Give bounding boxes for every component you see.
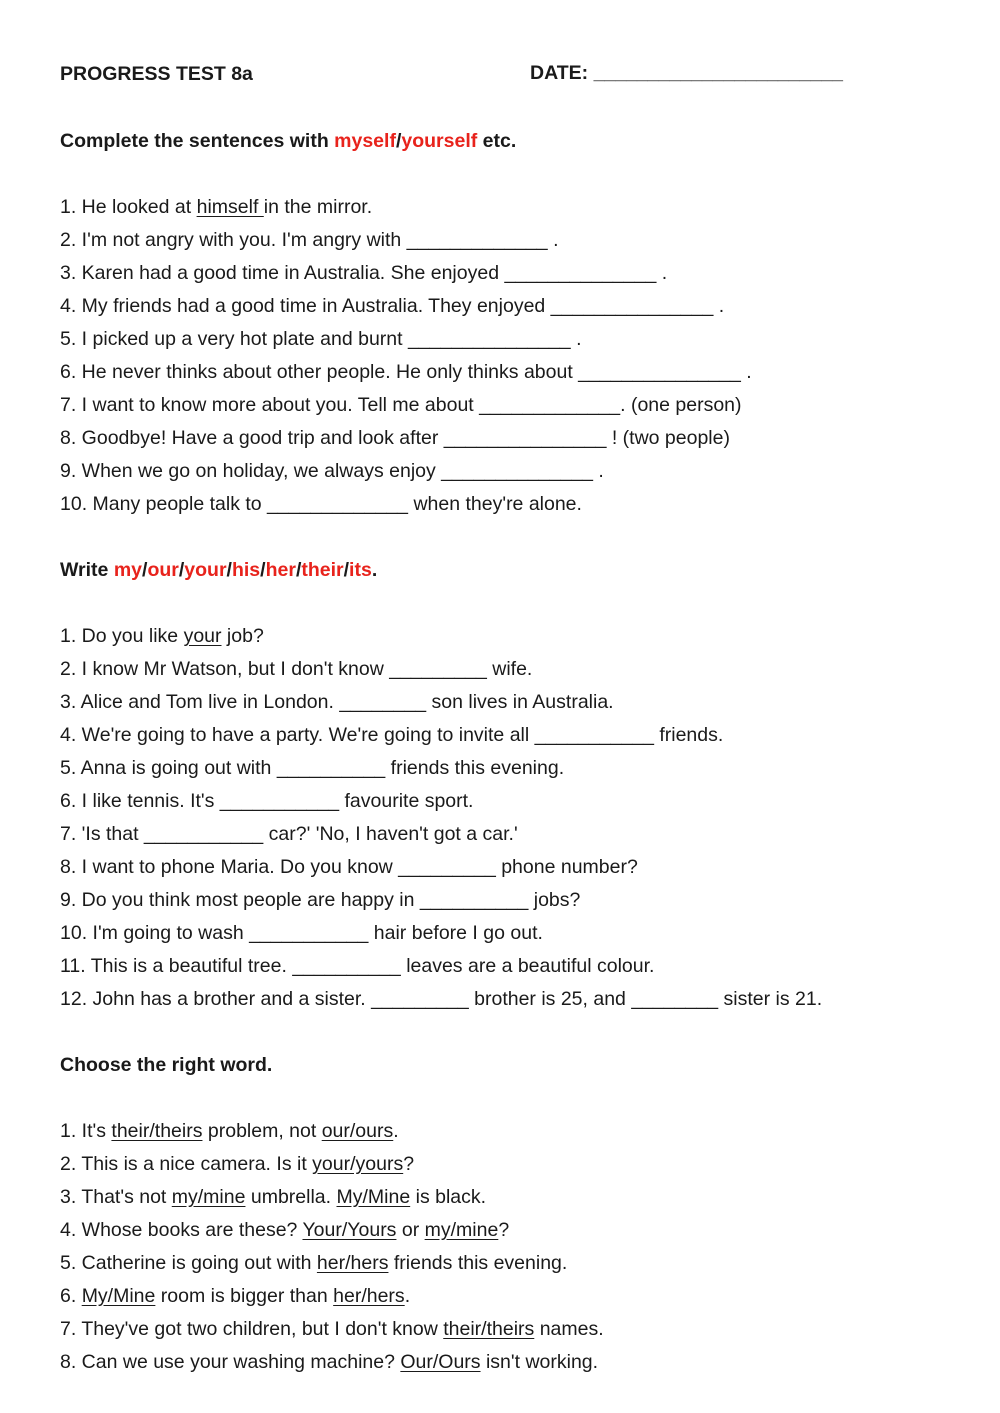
item-text: friends this evening. [388,1252,568,1274]
word-choice: Your/Yours [302,1219,397,1241]
word-choice: your/yours [312,1153,404,1175]
date-blank: _______________________ [593,62,843,84]
item-text: 6. [60,1285,82,1307]
section2-item: 6. I like tennis. It's ___________ favourite sport. [60,790,474,812]
section1-item: 3. Karen had a good time in Australia. She enjoyed ______________ . [60,262,668,284]
section2-item: 12. John has a brother and a sister. _________ brother is 25, and ________ sister is 21. [60,988,823,1010]
slash: / [343,559,350,581]
date-label: DATE: [530,62,589,84]
example-answer: himself [196,196,264,218]
word-choice: our/ours [321,1120,394,1142]
date-line [530,62,843,85]
period: . [371,559,378,581]
example-answer: your [183,625,222,647]
word-choice: her/hers [316,1252,389,1274]
section3-item [60,1218,509,1242]
highlight-word: our [147,559,179,581]
slash: / [178,559,185,581]
word-choice: My/Mine [336,1186,411,1208]
section3-item [60,1119,399,1143]
item-text: 4. Whose books are these? [60,1219,303,1241]
word-choice: her/hers [333,1285,405,1307]
item-text: names. [534,1318,604,1340]
section2-item: 2. I know Mr Watson, but I don't know _________ wife. [60,658,533,680]
section2-item: 10. I'm going to wash ___________ hair before I go out. [60,922,543,944]
section3-item [60,1185,486,1209]
item-text: or [396,1219,425,1241]
slash: / [226,559,232,581]
word-choice: their/theirs [443,1318,535,1340]
item-text: 1. It's [60,1120,112,1142]
instr-text: etc. [477,130,517,152]
section2-item: 4. We're going to have a party. We're going to invite all ___________ friends. [60,724,724,746]
item-text: ? [498,1219,510,1241]
word-choice: their/theirs [111,1120,203,1142]
test-title: PROGRESS TEST 8a [60,63,253,85]
section1-item: 8. Goodbye! Have a good trip and look after _______________ ! (two people) [60,427,730,449]
item-text: 1. Do you like [60,625,184,647]
highlight-word: my [113,559,143,581]
section3-item [60,1152,414,1176]
item-text: room is bigger than [155,1285,334,1307]
word-choice: my/mine [424,1219,499,1241]
item-text: 3. That's not [60,1186,172,1208]
section1-item-1 [60,195,372,219]
highlight-word: their [301,559,344,581]
section1-item: 7. I want to know more about you. Tell me about _____________. (one person) [60,394,742,416]
item-text: 1. He looked at [60,196,197,218]
highlight-word: his [231,559,261,581]
section3-item [60,1317,604,1341]
section1-item: 6. He never thinks about other people. He only thinks about _______________ . [60,361,752,383]
slash: / [260,559,266,581]
word-choice: My/Mine [81,1285,156,1307]
section1-item: 9. When we go on holiday, we always enjoy ______________ . [60,460,604,482]
section2-item: 5. Anna is going out with __________ friends this evening. [60,757,565,779]
section3-instruction: Choose the right word. [60,1054,273,1076]
item-text: 8. Can we use your washing machine? [60,1351,401,1373]
item-text: . [393,1120,399,1142]
slash: / [395,130,402,152]
section3-item [60,1284,410,1308]
item-text: umbrella. [245,1186,337,1208]
word-choice: Our/Ours [400,1351,481,1373]
highlight-word: its [349,559,372,581]
section1-item: 10. Many people talk to _____________ when they're alone. [60,493,582,515]
item-text: 2. This is a nice camera. Is it [60,1153,313,1175]
item-text: isn't working. [480,1351,599,1373]
item-text: in the mirror. [263,196,373,218]
item-text: 7. They've got two children, but I don't know [60,1318,444,1340]
section2-item: 7. 'Is that ___________ car?' 'No, I haven't got a car.' [60,823,518,845]
item-text: . [404,1285,411,1307]
item-text: is black. [410,1186,487,1208]
highlight-word: myself [334,130,396,152]
item-text: problem, not [202,1120,322,1142]
item-text: ? [403,1153,415,1175]
item-text: job? [221,625,264,647]
section2-instruction [60,558,377,582]
section1-item: 4. My friends had a good time in Australia. They enjoyed _______________ . [60,295,725,317]
section2-item-1 [60,624,264,648]
word-choice: my/mine [171,1186,246,1208]
slash: / [142,559,148,581]
item-text: 5. Catherine is going out with [60,1252,317,1274]
instr-text: Write [60,559,114,581]
highlight-word: your [184,559,227,581]
section2-item: 11. This is a beautiful tree. __________ leaves are a beautiful colour. [60,955,655,977]
section2-item: 3. Alice and Tom live in London. ________ son lives in Australia. [60,691,614,713]
section2-item: 8. I want to phone Maria. Do you know _________ phone number? [60,856,638,878]
instr-text: Complete the sentences with [60,130,335,152]
section3-item [60,1251,567,1275]
section1-item: 5. I picked up a very hot plate and burnt _______________ . [60,328,582,350]
highlight-word: her [265,559,296,581]
section3-item [60,1350,598,1374]
highlight-word: yourself [401,130,478,152]
section1-item: 2. I'm not angry with you. I'm angry with _____________ . [60,229,559,251]
slash: / [295,559,302,581]
section1-instruction [60,129,516,153]
section2-item: 9. Do you think most people are happy in __________ jobs? [60,889,581,911]
